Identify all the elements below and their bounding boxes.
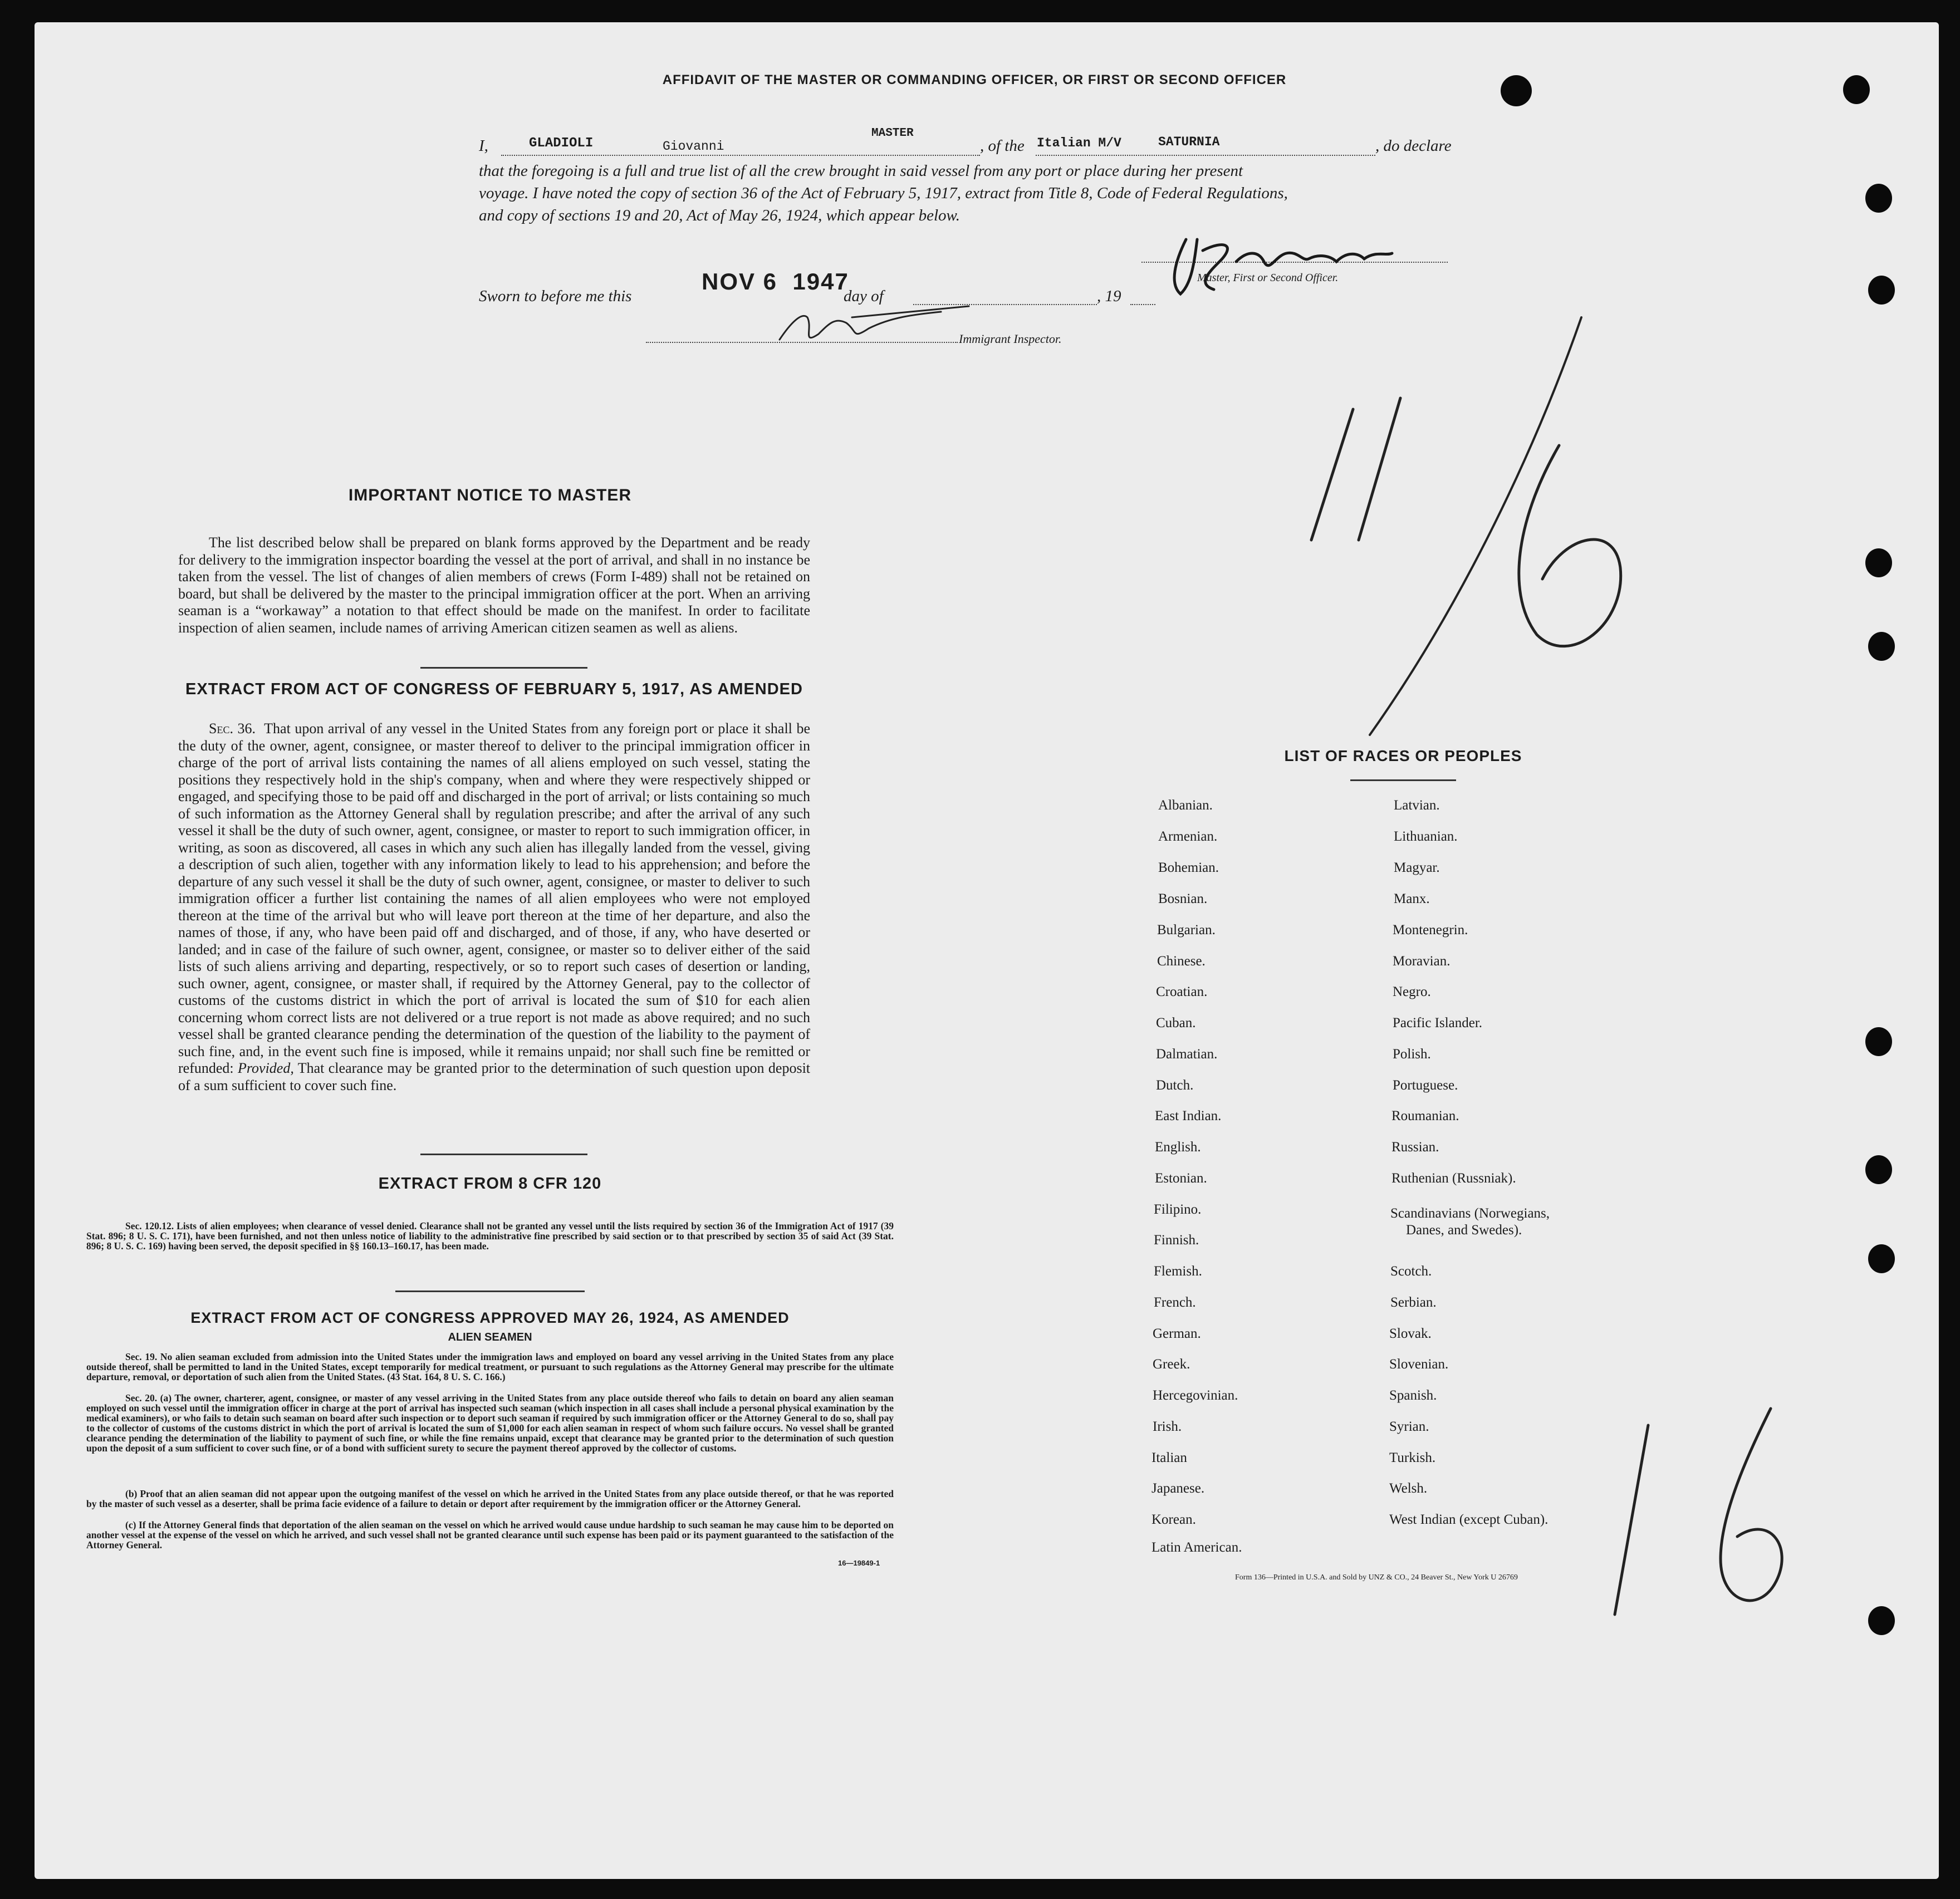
cfr-heading: EXTRACT FROM 8 CFR 120 bbox=[378, 1175, 602, 1193]
race-left: Chinese. bbox=[1157, 954, 1206, 969]
race-right: Montenegrin. bbox=[1393, 922, 1468, 938]
affidavit-line-4: and copy of sections 19 and 20, Act of May 26, 1924, which appear below. bbox=[479, 207, 960, 224]
punch-hole bbox=[1865, 1027, 1892, 1056]
master-given-name: Giovanni bbox=[663, 139, 724, 154]
section-36-tail: That clearance may be granted prior to the determination of such question upon deposit of a sum sufficient to cover such fine. bbox=[178, 1060, 811, 1093]
race-left: Finnish. bbox=[1154, 1233, 1199, 1248]
signature-title: Master, First or Second Officer. bbox=[1197, 272, 1339, 284]
race-right: Portuguese. bbox=[1393, 1078, 1458, 1093]
race-left: Irish. bbox=[1153, 1419, 1182, 1434]
punch-hole bbox=[1501, 75, 1532, 106]
affidavit-pronoun: I, bbox=[479, 137, 488, 155]
race-left: Cuban. bbox=[1156, 1015, 1196, 1031]
race-right: Ruthenian (Russniak). bbox=[1391, 1171, 1516, 1186]
divider bbox=[395, 1290, 585, 1292]
race-left: Latin American. bbox=[1152, 1540, 1242, 1555]
race-left: Dalmatian. bbox=[1156, 1047, 1218, 1062]
punch-hole bbox=[1843, 75, 1870, 104]
extract-1917-text bbox=[178, 720, 810, 1094]
race-left: Albanian. bbox=[1158, 798, 1213, 813]
day-of-label: day of bbox=[844, 287, 884, 305]
do-declare-label: , do declare bbox=[1375, 137, 1452, 155]
races-heading: LIST OF RACES OR PEOPLES bbox=[1284, 747, 1522, 764]
punch-hole bbox=[1865, 184, 1892, 213]
race-right: Lithuanian. bbox=[1394, 829, 1458, 844]
year-field bbox=[1130, 291, 1155, 305]
race-right: Syrian. bbox=[1389, 1419, 1429, 1434]
race-left: Estonian. bbox=[1155, 1171, 1207, 1186]
sec-20c-text: (c) If the Attorney General finds that deportation of the alien seaman on the vessel on which he arrived would cause undue hardship to such seaman he may cause him to be deported on another vessel at the expense of the vessel on which he arrived, and such vessel shall not be granted clearance until such expense has been paid or its payment guaranteed to the satisfaction of the Attorney General. bbox=[86, 1519, 894, 1550]
race-left: East Indian. bbox=[1155, 1108, 1222, 1123]
extract-1924-heading: EXTRACT FROM ACT OF CONGRESS APPROVED MAY 26, 1924, AS AMENDED bbox=[190, 1309, 790, 1326]
race-left: Flemish. bbox=[1154, 1264, 1202, 1279]
inspector-label: Immigrant Inspector. bbox=[959, 332, 1062, 346]
race-right: Serbian. bbox=[1390, 1295, 1437, 1310]
race-right: Danes, and Swedes). bbox=[1406, 1223, 1522, 1238]
master-rank: MASTER bbox=[871, 127, 914, 140]
vessel-type: Italian M/V bbox=[1037, 136, 1121, 150]
punch-hole bbox=[1865, 1155, 1892, 1184]
race-left: Armenian. bbox=[1158, 829, 1218, 844]
form-printer-note: Form 136—Printed in U.S.A. and Sold by UNZ & CO., 24 Beaver St., New York U 26769 bbox=[1235, 1573, 1518, 1582]
race-right: Scandinavians (Norwegians, bbox=[1390, 1206, 1550, 1221]
section-36-body: That upon arrival of any vessel in the United States from any foreign port or place it shall be the duty of the owner, agent, consignee, or master thereof to deliver to the principal immigration officer in charge of the port of arrival lists containing the names of all aliens employed on such vessel, stating the positions they respectively hold in the ship's company, when and where they were respectively shipped or engaged, and specifying those to be paid off and discharged in the port of arrival; or lists containing so much of such information as the Attorney General shall by regulation prescribe; and after the arrival of any such vessel it shall be the duty of such owner, agent, consignee, or master to report to such immigration officer, in writing, as soon as discovered, all cases in which any such alien has illegally landed from the vessel, giving a description of such alien, together with any information likely to lead to his apprehension; and before the departure of any such vessel it shall be the duty of such owner, agent, consignee, or master to deliver to such immigration officer a further list containing the names of all alien employees who were not employed thereon at the time of the arrival but who will leave port thereon at the time of her departure, and also the names of those, if any, who have been paid off and discharged, and of those, if any, who have deserted or landed; and in case of the failure of such owner, agent, consignee, or master so to deliver either of the said lists of such aliens arriving and departing, respectively, or so to report such cases of desertion or landing, such owner, agent, consignee, or master shall, if required by the Attorney General, pay to the collector of customs of the customs district in which the port of arrival is located the sum of $10 for each alien concerning whom correct lists are not delivered or a true report is not made as above required; and no such vessel shall be granted clearance pending the determination of the question of the liability to the payment of such fine, and, in the event such fine is imposed, while it remains unpaid; nor shall such fine be remitted or refunded: bbox=[178, 720, 810, 1076]
race-left: German. bbox=[1153, 1326, 1201, 1341]
affidavit-title: AFFIDAVIT OF THE MASTER OR COMMANDING OFFICER, OR FIRST OR SECOND OFFICER bbox=[662, 72, 1287, 87]
notice-text: The list described below shall be prepared on blank forms approved by the Department and be ready for delivery to the immigration inspector boarding the vessel at the port of arrival, and shall in no instance be taken from the vessel. The list of changes of alien members of crews (Form I-489) shall not be retained on board, but shall be delivered by the master to the principal immigration officer at the port. When an arriving seaman is a “workaway” a notation to that effect should be made on the manifest. In order to facilitate inspection of alien seamen, include names of arriving American citizen seamen as well as aliens. bbox=[178, 534, 810, 636]
race-right: Magyar. bbox=[1394, 860, 1440, 875]
race-right: Russian. bbox=[1391, 1140, 1439, 1155]
race-right: Polish. bbox=[1393, 1047, 1431, 1062]
race-left: Bohemian. bbox=[1158, 860, 1219, 875]
handwritten-lower-mark bbox=[1592, 1403, 1793, 1637]
race-left: Japanese. bbox=[1152, 1481, 1205, 1496]
master-signature bbox=[1164, 228, 1453, 301]
race-right: Moravian. bbox=[1393, 954, 1451, 969]
punch-hole bbox=[1868, 632, 1895, 661]
divider bbox=[1350, 779, 1456, 781]
punch-hole bbox=[1868, 276, 1895, 305]
sec-19-text: Sec. 19. No alien seaman excluded from admission into the United States under the immigration laws and employed on board any vessel arriving in the United States from any place outside thereof, shall be permitted to land in the United States, except temporarily for medical treatment, or pursuant to such regulations as the Attorney General may prescribe for the ultimate departure, removal, or deportation of such alien from the United States. (43 Stat. 164, 8 U. S. C. 166.) bbox=[86, 1351, 894, 1382]
race-right: Slovenian. bbox=[1389, 1357, 1449, 1372]
race-right: Pacific Islander. bbox=[1393, 1015, 1483, 1031]
notice-heading: IMPORTANT NOTICE TO MASTER bbox=[348, 486, 632, 504]
cfr-text: Sec. 120.12. Lists of alien employees; when clearance of vessel denied. Clearance shall not be granted any vessel until the lists required by section 36 of the Immigration Act of 1917 (39 Stat. 896; 8 U. S. C. 171), have been furnished, and not then unless notice of liability to the administrative fine prescribed by said section or to that prescribed by section 35 of said Act (39 Stat. 896; 8 U. S. C. 169) having been served, the deposit specified in §§ 160.13–160.17, has been made. bbox=[86, 1220, 894, 1252]
year-prefix: , 19 bbox=[1097, 287, 1121, 305]
race-left: Bosnian. bbox=[1158, 891, 1208, 906]
race-right: Manx. bbox=[1394, 891, 1430, 906]
race-left: Hercegovinian. bbox=[1153, 1388, 1238, 1403]
sworn-prefix: Sworn to before me this bbox=[479, 287, 632, 305]
print-code: 16—19849-1 bbox=[838, 1559, 880, 1567]
section-label: Sec. 36. bbox=[209, 720, 256, 737]
extract-1917-heading: EXTRACT FROM ACT OF CONGRESS OF FEBRUARY 5, 1917, AS AMENDED bbox=[185, 680, 803, 698]
race-right: Roumanian. bbox=[1391, 1108, 1459, 1123]
race-right: Negro. bbox=[1393, 984, 1431, 999]
punch-hole bbox=[1865, 548, 1892, 577]
punch-hole bbox=[1868, 1606, 1895, 1635]
of-the-label: , of the bbox=[980, 137, 1025, 155]
race-left: French. bbox=[1154, 1295, 1196, 1310]
race-right: Turkish. bbox=[1389, 1450, 1436, 1465]
race-right: West Indian (except Cuban). bbox=[1389, 1512, 1549, 1527]
handwritten-page-mark bbox=[1281, 301, 1643, 746]
race-right: Slovak. bbox=[1389, 1326, 1432, 1341]
race-left: Italian bbox=[1152, 1450, 1187, 1465]
race-left: English. bbox=[1155, 1140, 1201, 1155]
vessel-name: SATURNIA bbox=[1158, 135, 1220, 149]
sec-20a-text: Sec. 20. (a) The owner, charterer, agent, consignee, or master of any vessel arriving in the United States from any place outside thereof who fails to detain on board any alien seaman employed on such vessel until the immigration officer in charge at the port of arrival has inspected such seaman (which inspection in all cases shall include a personal physical examination by the medical examiners), or who fails to detain such seaman on board after such inspection or to deport such seaman if required by such immigration officer or the Attorney General to do so, shall pay to the collector of customs of the customs district in which the port of arrival is located the sum of $1,000 for each alien seaman in respect of whom such failure occurs. No vessel shall be granted clearance pending the determination of the liability to payment of such fine, or while the fine remains unpaid, except that clearance may be granted prior to the determination of such question upon the deposit of a sum sufficient to cover such fine, or of a bond with sufficient surety to secure the payment thereof approved by the collector of customs. bbox=[86, 1392, 894, 1454]
divider bbox=[420, 1154, 587, 1155]
race-left: Bulgarian. bbox=[1157, 922, 1216, 938]
race-right: Spanish. bbox=[1389, 1388, 1437, 1403]
punch-hole bbox=[1868, 1244, 1895, 1273]
affidavit-line-3: voyage. I have noted the copy of section 36 of the Act of February 5, 1917, extract from Title 8, Code of Federal Regulations, bbox=[479, 184, 1288, 202]
divider bbox=[420, 667, 587, 669]
alien-seamen-subheading: ALIEN SEAMEN bbox=[448, 1331, 532, 1343]
race-right: Welsh. bbox=[1389, 1481, 1428, 1496]
race-right: Scotch. bbox=[1390, 1264, 1432, 1279]
sec-20b-text: (b) Proof that an alien seaman did not appear upon the outgoing manifest of the vessel on which he arrived in the United States from any place outside thereof, or that he was reported by the master of such vessel as a deserter, shall be prima facie evidence of a failure to detain or deport after requirement by the immigration officer or the Attorney General. bbox=[86, 1488, 894, 1509]
race-left: Filipino. bbox=[1154, 1202, 1202, 1217]
sworn-date-stamp: NOV 6 1947 bbox=[702, 268, 849, 295]
provided-word: Provided, bbox=[238, 1060, 294, 1076]
race-left: Croatian. bbox=[1156, 984, 1208, 999]
race-left: Greek. bbox=[1153, 1357, 1190, 1372]
race-left: Dutch. bbox=[1156, 1078, 1194, 1093]
race-left: Korean. bbox=[1152, 1512, 1196, 1527]
race-right: Latvian. bbox=[1394, 798, 1440, 813]
master-surname: GLADIOLI bbox=[529, 136, 594, 151]
affidavit-line-2: that the foregoing is a full and true list of all the crew brought in said vessel from any port or place during her present bbox=[479, 162, 1243, 180]
